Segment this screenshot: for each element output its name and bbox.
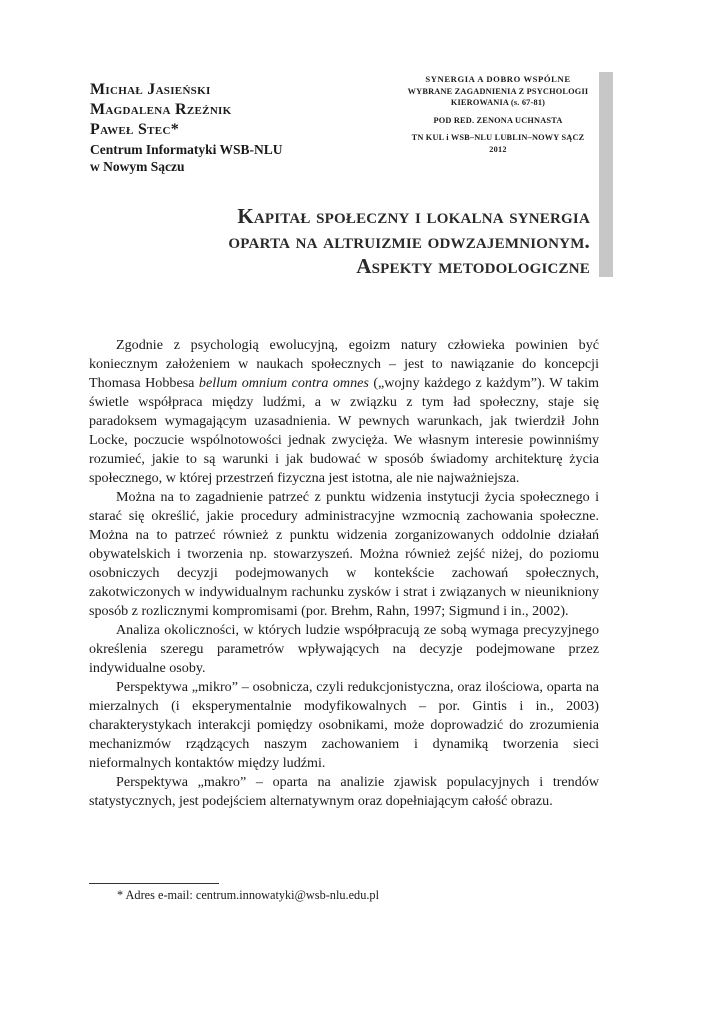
- italic-phrase: bellum omnium contra omnes: [198, 375, 369, 391]
- series-subtitle-pages: KIEROWANIA (s. 67-81): [450, 98, 546, 107]
- editor-line: POD RED. ZENONA UCHNASTA: [433, 115, 563, 125]
- title-line: Aspekty metodologiczne: [356, 254, 590, 278]
- title-line: Kapitał społeczny i lokalna synergia: [237, 204, 590, 228]
- paragraph: [89, 336, 599, 488]
- paragraph: Perspektywa „makro” – oparta na analizie zjawisk populacyjnych i trendów statystycznych, jest podejściem alternatywnym oraz dopełniającym całość obrazu.: [89, 774, 599, 809]
- footnote: * Adres e-mail: centrum.innowatyki@wsb-nlu.edu.pl: [117, 888, 379, 902]
- affiliation-line: Centrum Informatyki WSB-NLU: [90, 142, 283, 157]
- series-title: SYNERGIA A DOBRO WSPÓLNE: [425, 74, 571, 84]
- paragraph: Perspektywa „mikro” – osobnicza, czyli redukcjonistyczna, oraz ilościowa, oparta na mierzalnych (i eksperymentalnie modyfikowalnych – por. Gintis i in., 2003) charakterystykach interakcji pomiędzy osobnikami, może doprowadzić do zrozumienia mechanizmów rządzących naszym zachowaniem i dynamiką tworzenia sieci nieformalnych kontaktów między ludźmi.: [89, 679, 599, 771]
- paragraph-text: Zgodnie z psychologią ewolucyjną, egoizm natury człowieka powinien być koniecznym założeniem w naukach społecznych – jest to nawiązanie do koncepcji Thomasa Hobbesa: [89, 337, 599, 391]
- author-list: [90, 80, 232, 140]
- article-title: [90, 204, 590, 279]
- author-name: Paweł Stec*: [90, 121, 179, 138]
- imprint-line: TN KUL i WSB–NLU LUBLIN–NOWY SĄCZ 2012: [411, 133, 585, 154]
- affiliation-line: w Nowym Sączu: [90, 159, 185, 174]
- affiliation: [90, 141, 283, 175]
- paragraph: Można na to zagadnienie patrzeć z punktu widzenia instytucji życia społecznego i starać się określić, jakie procedury administracyjne wzmocnią zachowania społeczne. Można na to patrzeć również z punktu widzenia zorganizowanych oddolnie działań obywatelskich i tworzenia np. stowarzyszeń. Można również zejść niżej, do poziomu osobniczych decyzji podejmowanych w kontekście zachowań społecznych, zakotwiczonych w indywidualnym rachunku zysków i strat i związanych w nieunikniony sposób z rozlicznymi kompromisami (por. Brehm, Rahn, 1997; Sigmund i in., 2002).: [89, 489, 599, 619]
- publication-info: [404, 74, 592, 155]
- title-line: oparta na altruizmie odwzajemnionym.: [228, 229, 590, 253]
- series-subtitle: WYBRANE ZAGADNIENIA Z PSYCHOLOGII: [407, 86, 589, 96]
- footnote-rule: [89, 883, 219, 884]
- paragraph-text: („wojny każdego z każdym”). W takim świetle współpraca między ludźmi, a w związku z tym ład społeczny, staje się paradoksem wymagającym uzasadnienia. W pewnych warunkach, jak twierdził John Locke, poczucie wspólnotowości jednak zwycięża. We własnym interesie powinniśmy rozumieć, jakie to są warunki i jak budować w sposób świadomy architekturę życia społecznego, w której przestrzeń fizyczna jest istotna, ale nie najważniejsza.: [89, 375, 600, 486]
- article-body: [89, 336, 599, 811]
- margin-bar: [599, 72, 613, 277]
- paragraph: Analiza okoliczności, w których ludzie współpracują ze sobą wymaga precyzyjnego określenia szeregu parametrów wpływających na decyzje podejmowane przez indywidualne osoby.: [89, 622, 599, 676]
- author-name: Michał Jasieński: [90, 81, 211, 98]
- author-name: Magdalena Rzeźnik: [90, 101, 232, 118]
